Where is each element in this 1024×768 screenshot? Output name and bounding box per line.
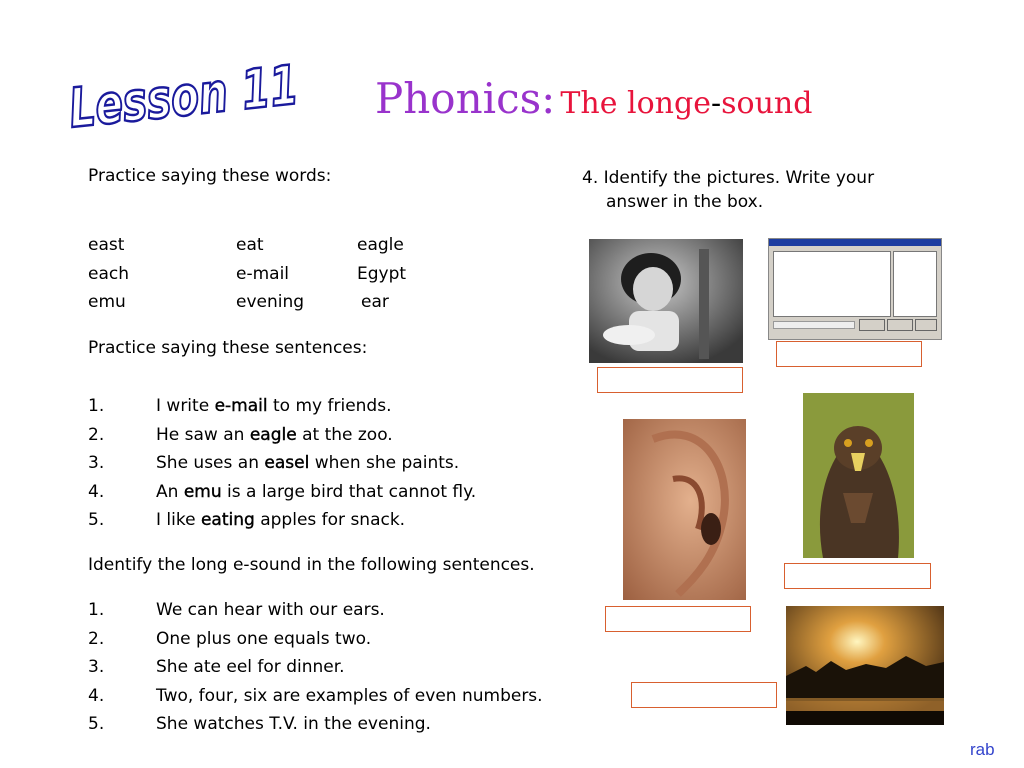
sentence-text: She watches T.V. in the evening. [156, 714, 431, 734]
word-evening: evening [236, 292, 305, 312]
sentence-text: I write [156, 396, 215, 416]
title-phonics: Phonics: [375, 74, 556, 123]
eagle-photo [803, 393, 914, 558]
sentence-keyword: eating [200, 510, 255, 530]
sentence-keyword: eagle [249, 425, 297, 445]
question-4 [582, 166, 962, 214]
sentence-text: is a large bird that cannot fly. [221, 482, 477, 502]
word-e-mail: e-mail [236, 264, 290, 284]
word-eat: eat [236, 235, 264, 255]
word-east: east [88, 235, 125, 255]
word-egypt: Egypt [357, 264, 407, 284]
sentence-text: to my friends. [267, 396, 392, 416]
title-sound: sound [721, 86, 813, 121]
title-dash: - [710, 86, 722, 121]
row-number: 5. [88, 510, 105, 530]
page-title [375, 74, 812, 123]
row-number: 3. [88, 657, 105, 677]
sentence-text: apples for snack. [254, 510, 406, 530]
title-the-long: The long [560, 86, 694, 121]
sentence-text: One plus one equals two. [156, 629, 372, 649]
row-number: 1. [88, 600, 105, 620]
ear-photo [623, 419, 746, 600]
row-number: 1. [88, 396, 105, 416]
author-credit: rab [970, 740, 995, 759]
answer-box-2[interactable] [776, 341, 922, 367]
word-each: each [88, 264, 129, 284]
sentence-text: She ate eel for dinner. [156, 657, 345, 677]
sentence-text: I like [156, 510, 201, 530]
sentence-keyword: easel [264, 453, 310, 473]
sentence-keyword: e-mail [214, 396, 268, 416]
email-software-screenshot [768, 238, 942, 340]
row-number: 3. [88, 453, 105, 473]
answer-box-1[interactable] [597, 367, 743, 393]
sentence-text: Two, four, six are examples of even numbers. [156, 686, 543, 706]
sentence-text: An [156, 482, 184, 502]
lesson-11-logo [60, 45, 376, 141]
word-eagle: eagle [357, 235, 404, 255]
sentence-text: We can hear with our ears. [156, 600, 385, 620]
question-4-line2: answer in the box. [606, 192, 764, 212]
sentence-text: at the zoo. [296, 425, 393, 445]
answer-box-4[interactable] [784, 563, 931, 589]
sentence-keyword: emu [183, 482, 222, 502]
sentence-text: She uses an [156, 453, 265, 473]
row-number: 2. [88, 425, 105, 445]
row-number: 4. [88, 482, 105, 502]
title-e: e [693, 86, 711, 121]
practice-words-heading: Practice saying these words: [88, 166, 332, 186]
identify-heading: Identify the long e-sound in the following sentences. [88, 555, 535, 575]
word-emu: emu [88, 292, 126, 312]
sunset-evening-photo [786, 606, 944, 725]
practice-sentences-heading: Practice saying these sentences: [88, 338, 368, 358]
sentence-text: He saw an [156, 425, 250, 445]
row-number: 5. [88, 714, 105, 734]
child-eating-photo [589, 239, 743, 363]
row-number: 4. [88, 686, 105, 706]
question-4-line1: 4. Identify the pictures. Write your [582, 168, 875, 188]
word-ear: ear [361, 292, 389, 312]
answer-box-3[interactable] [605, 606, 751, 632]
row-number: 2. [88, 629, 105, 649]
answer-box-5[interactable] [631, 682, 777, 708]
svg-text:Lesson 11: Lesson 11 [66, 45, 376, 141]
sentence-text: when she paints. [309, 453, 460, 473]
